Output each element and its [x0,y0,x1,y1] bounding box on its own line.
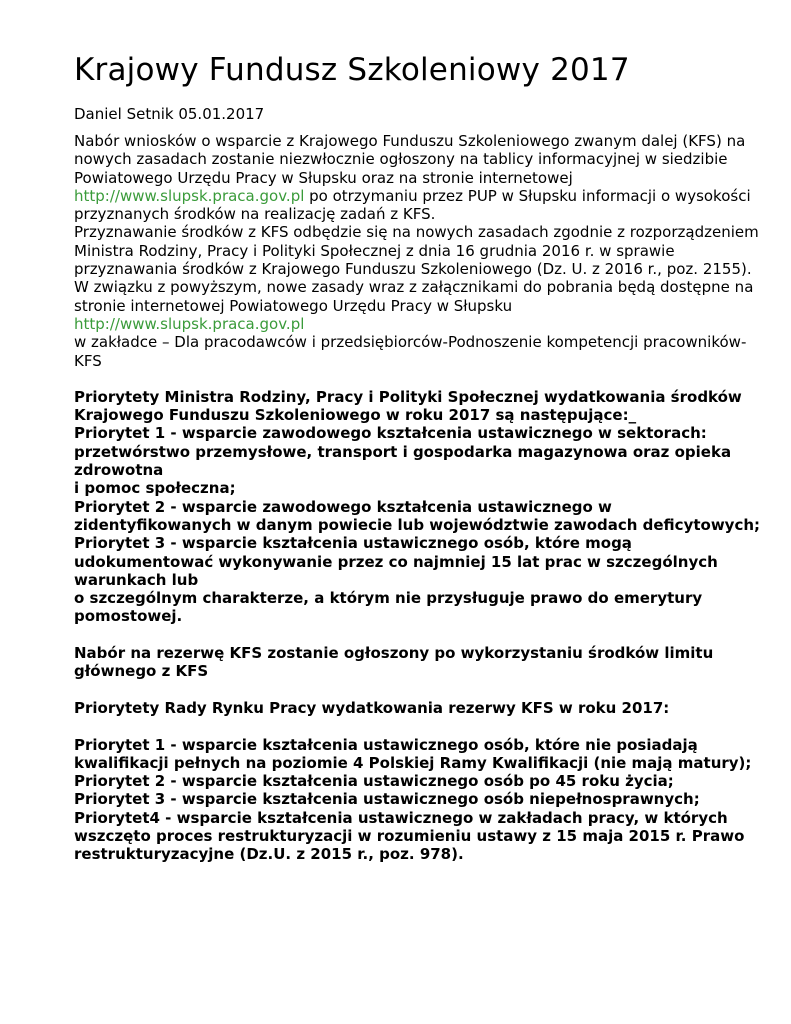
intro-paragraph-2: Przyznawanie środków z KFS odbędzie się na nowych zasadach zgodnie z rozporządzeniem Ministra Rodziny, Pracy i Polityki Społecznej z dnia 16 grudnia 2016 r. w sprawie przyznawania środków z Krajowego Funduszu Szkoleniowego (Dz. U. z 2016 r., poz. 2155). [74,223,759,279]
council-priority-2: Priorytet 2 - wsparcie kształcenia ustawicznego osób po 45 roku życia; [74,772,674,791]
website-link-1[interactable]: http://www.slupsk.praca.gov.pl [74,186,305,205]
website-link-2-wrap [74,315,761,333]
ministry-priority-3-cont: o szczególnym charakterze, a którym nie przysługuje prawo do emerytury pomostowej. [74,589,703,626]
council-priority-1: Priorytet 1 - wsparcie kształcenia ustawicznego osób, które nie posiadają kwalifikacji pełnych na poziomie 4 Polskiej Ramy Kwalifikacji (nie mają matury); [74,735,752,772]
council-priority-3: Priorytet 3 - wsparcie kształcenia ustawicznego osób niepełnosprawnych; [74,790,700,809]
intro-section [74,132,761,370]
intro-text-1: Nabór wniosków o wsparcie z Krajowego Funduszu Szkoleniowego zwanym dalej (KFS) na nowych zasadach zostanie niezwłocznie ogłoszony na tablicy informacyjnej w siedzibie Powiatowego Urzędu Pracy w Słupsku oraz na stronie internetowej [74,132,746,187]
reserve-note: Nabór na rezerwę KFS zostanie ogłoszony po wykorzystaniu środków limitu głównego z KFS [74,644,714,681]
ministry-priority-2: Priorytet 2 - wsparcie zawodowego kształcenia ustawicznego w zidentyfikowanych w danym powiecie lub województwie zawodach deficytowych; [74,497,761,534]
ministry-heading: Priorytety Ministra Rodziny, Pracy i Polityki Społecznej wydatkowania środków Krajowego Funduszu Szkoleniowego w roku 2017 są następujące:_ [74,387,742,425]
council-heading: Priorytety Rady Rynku Pracy wydatkowania rezerwy KFS w roku 2017: [74,698,670,717]
author-date: Daniel Setnik 05.01.2017 [74,105,265,123]
intro-paragraph-3: W związku z powyższym, nowe zasady wraz z załącznikami do pobrania będą dostępne na stronie internetowej Powiatowego Urzędu Pracy w Słupsku [74,278,754,315]
ministry-priorities [74,388,761,864]
council-priority-4: Priorytet4 - wsparcie kształcenia ustawicznego w zakładach pracy, w których wszczęto proces restrukturyzacji w rozumieniu ustawy z 15 maja 2015 r. Prawo restrukturyzacyjne (Dz.U. z 2015 r., poz. 978). [74,808,745,864]
page-title: Krajowy Fundusz Szkoleniowy 2017 [74,52,630,88]
intro-paragraph-1 [74,132,761,223]
website-link-2[interactable]: http://www.slupsk.praca.gov.pl [74,314,305,333]
ministry-priority-3: Priorytet 3 - wsparcie kształcenia ustawicznego osób, które mogą udokumentować wykonywanie przez co najmniej 15 lat prac w szczególnych warunkach lub [74,534,718,589]
intro-text-1b: po otrzymaniu przez PUP w Słupsku informacji o wysokości przyznanych środków na realizację zadań z KFS. [74,186,751,224]
ministry-priority-1-cont: i pomoc społeczna; [74,479,236,498]
intro-paragraph-4: w zakładce – Dla pracodawców i przedsiębiorców-Podnoszenie kompetencji pracowników-KFS [74,333,747,370]
ministry-priority-1: Priorytet 1 - wsparcie zawodowego kształcenia ustawicznego w sektorach: przetwórstwo przemysłowe, transport i gospodarka magazynowa oraz opieka zdrowotna [74,424,732,480]
